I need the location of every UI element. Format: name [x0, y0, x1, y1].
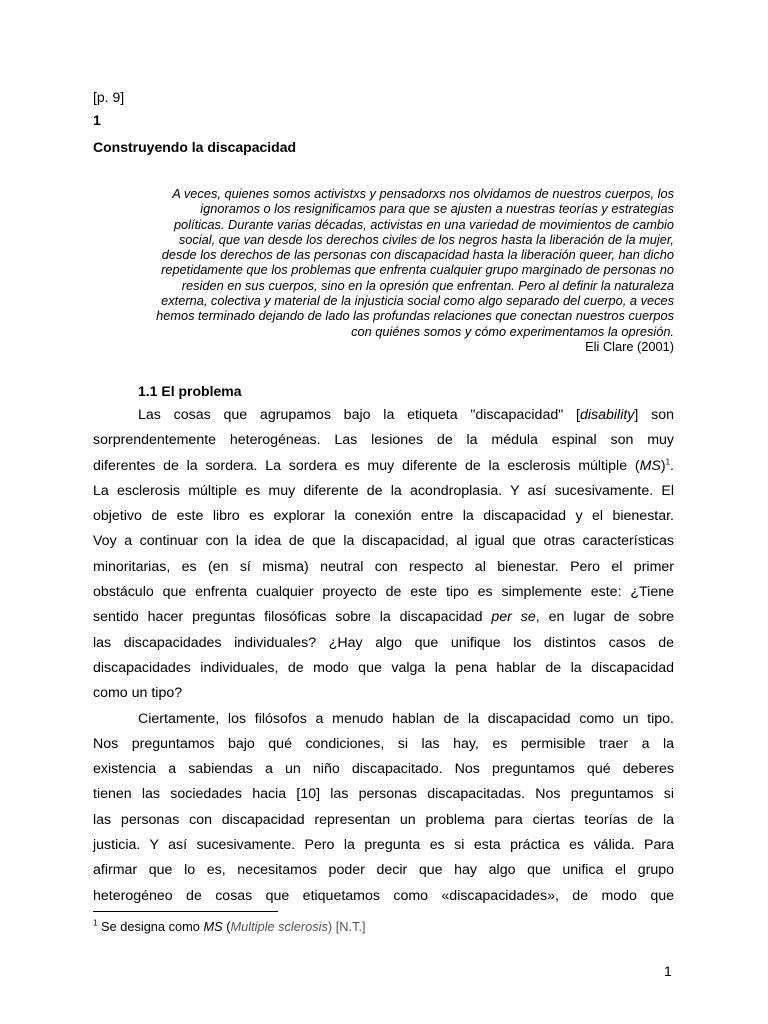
body-line: tienen las sociedades hacia [10] las personas discapacitadas. Nos preguntamos si — [93, 786, 674, 803]
body-line: justicia. Y así sucesivamente. Pero la pregunta es si esta práctica es válida. Para — [93, 837, 674, 854]
body-line: obstáculo que enfrenta cualquier proyecto de este tipo es simplemente este: ¿Tiene — [93, 584, 674, 601]
epigraph-line: social, que van desde los derechos civiles de los negros hasta la liberación de la mujer, — [178, 231, 674, 247]
body-line: Voy a continuar con la idea de que la discapacidad, al igual que otras características — [93, 533, 674, 550]
body-line: diferentes de la sordera. La sordera es muy diferente de la esclerosis múltiple (MS)$^1$. — [93, 456, 674, 474]
body-line: sentido hacer preguntas filosóficas sobre la discapacidad per se, en lugar de sobre — [93, 609, 674, 626]
body-line: sorprendentemente heterogéneas. Las lesiones de la médula espinal son muy — [93, 432, 674, 449]
page-number: 1 — [664, 963, 672, 979]
body-line: las personas con discapacidad representan un problema para ciertas teorías de la — [93, 811, 674, 828]
body-line: Nos preguntamos bajo qué condiciones, si las hay, es permisible traer a la — [93, 735, 674, 752]
body-line: afirmar que lo es, necesitamos poder decir que hay algo que unifica el grupo — [93, 862, 674, 879]
body-line: Ciertamente, los filósofos a menudo hablan de la discapacidad como un tipo. — [138, 710, 674, 727]
epigraph-line: repetidamente que los problemas que enfrenta cualquier grupo marginado de personas no — [161, 262, 674, 278]
chapter-number: 1 — [93, 112, 101, 128]
epigraph-line: hemos terminado dejando de lado las profundas relaciones que conectan nuestros cuerpos — [156, 308, 674, 324]
epigraph-line: desde los derechos de las personas con discapacidad hasta la liberación queer, han dicho — [161, 247, 674, 263]
body-line: La esclerosis múltiple es muy diferente de la acondroplasia. Y así sucesivamente. El — [93, 482, 674, 499]
epigraph-line: ignoramos o los resignificamos para que se ajusten a nuestras teorías y estrategias — [200, 201, 674, 217]
body-line: minoritarias, es (en sí misma) neutral con respecto al bienestar. Pero el primer — [93, 558, 674, 575]
body-line: las discapacidades individuales? ¿Hay algo que unifique los distintos casos de — [93, 634, 674, 651]
body-line: Las cosas que agrupamos bajo la etiqueta "discapacidad" [disability] son — [138, 407, 674, 423]
epigraph-line: residen en sus cuerpos, sino en la opresión que enfrentan. Pero al definir la naturaleza — [181, 277, 674, 293]
chapter-title: Construyendo la discapacidad — [93, 139, 297, 155]
body-line: existencia a sabiendas a un niño discapacitado. Nos preguntamos qué deberes — [93, 761, 674, 778]
footnote-ref[interactable]: 1 — [665, 456, 671, 466]
epigraph-line: A veces, quienes somos activistxs y pensadorxs nos olvidamos de nuestros cuerpos, los — [172, 186, 674, 201]
page-label: [p. 9] — [93, 89, 125, 105]
body-line: heterogéneo de cosas que etiquetamos como «discapacidades», de modo que — [93, 887, 674, 904]
epigraph-attribution: Eli Clare (2001) — [585, 338, 674, 354]
epigraph-line: externa, colectiva y material de la injusticia social como algo separado del cuerpo, a veces — [161, 293, 674, 309]
footnote: $^1$ Se designa como MS (Multiple sclerosis) [N.T.] — [93, 918, 366, 934]
body-text — [93, 403, 674, 909]
section-heading: 1.1 El problema — [138, 383, 242, 399]
footnote-divider — [93, 911, 278, 912]
epigraph-line: políticas. Durante varias décadas, activistas en una variedad de movimientos de cambio — [173, 216, 674, 232]
body-line: discapacidades individuales, de modo que valga la pena hablar de la discapacidad — [93, 659, 674, 676]
epigraph — [93, 186, 674, 354]
epigraph-line: con quiénes somos y cómo experimentamos la opresión. — [351, 323, 674, 339]
body-line: objetivo de este libro es explorar la conexión entre la discapacidad y el bienestar. — [93, 508, 674, 525]
body-line: como un tipo? — [93, 685, 183, 702]
